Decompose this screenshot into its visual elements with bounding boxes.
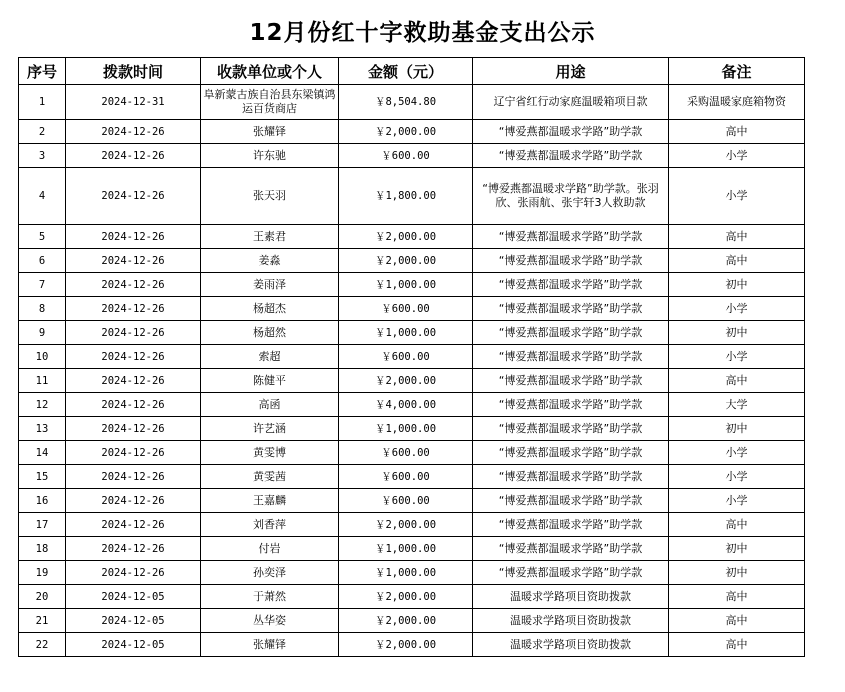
cell-amount: ￥600.00 (339, 441, 473, 465)
cell-serial-number: 8 (19, 297, 66, 321)
table-header-row (19, 58, 805, 85)
table-row (19, 441, 805, 465)
cell-amount: ￥8,504.80 (339, 85, 473, 120)
cell-payee: 黄雯博 (201, 441, 339, 465)
cell-serial-number: 7 (19, 273, 66, 297)
cell-purpose: “博爱燕都温暖求学路”助学款 (473, 297, 669, 321)
cell-note: 初中 (669, 561, 805, 585)
header-amount: 金额（元） (339, 58, 473, 85)
cell-amount: ￥4,000.00 (339, 393, 473, 417)
cell-purpose: 温暖求学路项目资助拨款 (473, 609, 669, 633)
cell-serial-number: 6 (19, 249, 66, 273)
table-row (19, 249, 805, 273)
cell-note: 小学 (669, 345, 805, 369)
cell-payment-date: 2024-12-26 (66, 441, 201, 465)
cell-purpose: “博爱燕都温暖求学路”助学款 (473, 465, 669, 489)
cell-amount: ￥2,000.00 (339, 369, 473, 393)
cell-amount: ￥600.00 (339, 297, 473, 321)
cell-amount: ￥1,000.00 (339, 537, 473, 561)
cell-purpose: 温暖求学路项目资助拨款 (473, 585, 669, 609)
cell-purpose: “博爱燕都温暖求学路”助学款 (473, 120, 669, 144)
cell-amount: ￥1,800.00 (339, 168, 473, 225)
cell-amount: ￥2,000.00 (339, 633, 473, 657)
cell-serial-number: 19 (19, 561, 66, 585)
cell-payee: 许艺涵 (201, 417, 339, 441)
cell-payment-date: 2024-12-26 (66, 168, 201, 225)
cell-amount: ￥1,000.00 (339, 417, 473, 441)
cell-payee: 黄雯茜 (201, 465, 339, 489)
cell-purpose: “博爱燕都温暖求学路”助学款 (473, 441, 669, 465)
cell-note: 高中 (669, 249, 805, 273)
cell-serial-number: 11 (19, 369, 66, 393)
table-row (19, 297, 805, 321)
cell-payment-date: 2024-12-05 (66, 585, 201, 609)
cell-payee: 姜淼 (201, 249, 339, 273)
cell-note: 高中 (669, 609, 805, 633)
cell-serial-number: 12 (19, 393, 66, 417)
cell-note: 小学 (669, 168, 805, 225)
table-body (19, 85, 805, 657)
cell-amount: ￥2,000.00 (339, 225, 473, 249)
cell-payee: 索超 (201, 345, 339, 369)
cell-purpose: “博爱燕都温暖求学路”助学款 (473, 144, 669, 168)
cell-payee: 孙奕泽 (201, 561, 339, 585)
cell-purpose: “博爱燕都温暖求学路”助学款 (473, 393, 669, 417)
cell-payment-date: 2024-12-26 (66, 345, 201, 369)
cell-note: 小学 (669, 489, 805, 513)
cell-purpose: “博爱燕都温暖求学路”助学款 (473, 561, 669, 585)
table-row (19, 585, 805, 609)
table-row (19, 609, 805, 633)
cell-purpose: “博爱燕都温暖求学路”助学款 (473, 369, 669, 393)
cell-serial-number: 1 (19, 85, 66, 120)
cell-amount: ￥1,000.00 (339, 321, 473, 345)
cell-purpose: 温暖求学路项目资助拨款 (473, 633, 669, 657)
cell-payee: 张天羽 (201, 168, 339, 225)
cell-payee: 王嘉麟 (201, 489, 339, 513)
cell-amount: ￥1,000.00 (339, 273, 473, 297)
cell-note: 高中 (669, 633, 805, 657)
cell-amount: ￥600.00 (339, 345, 473, 369)
header-note: 备注 (669, 58, 805, 85)
cell-note: 小学 (669, 297, 805, 321)
cell-purpose: “博爱燕都温暖求学路”助学款 (473, 489, 669, 513)
cell-payment-date: 2024-12-26 (66, 297, 201, 321)
cell-payment-date: 2024-12-26 (66, 465, 201, 489)
cell-payee: 刘香萍 (201, 513, 339, 537)
cell-note: 初中 (669, 417, 805, 441)
cell-note: 高中 (669, 585, 805, 609)
cell-payee: 许东驰 (201, 144, 339, 168)
cell-payee: 于萧然 (201, 585, 339, 609)
cell-amount: ￥600.00 (339, 144, 473, 168)
cell-payee: 姜雨泽 (201, 273, 339, 297)
cell-amount: ￥1,000.00 (339, 561, 473, 585)
cell-payment-date: 2024-12-26 (66, 561, 201, 585)
table-row (19, 85, 805, 120)
disbursement-table (18, 57, 805, 657)
table-row (19, 321, 805, 345)
cell-amount: ￥2,000.00 (339, 249, 473, 273)
cell-note: 高中 (669, 225, 805, 249)
cell-payment-date: 2024-12-05 (66, 609, 201, 633)
cell-serial-number: 10 (19, 345, 66, 369)
cell-payment-date: 2024-12-26 (66, 417, 201, 441)
cell-serial-number: 17 (19, 513, 66, 537)
table-row (19, 168, 805, 225)
cell-amount: ￥2,000.00 (339, 609, 473, 633)
cell-amount: ￥2,000.00 (339, 120, 473, 144)
cell-payee: 杨超杰 (201, 297, 339, 321)
cell-serial-number: 3 (19, 144, 66, 168)
table-row (19, 393, 805, 417)
cell-note: 小学 (669, 144, 805, 168)
page-title: 12月份红十字救助基金支出公示 (249, 20, 596, 46)
cell-purpose: “博爱燕都温暖求学路”助学款 (473, 321, 669, 345)
cell-payee: 丛华姿 (201, 609, 339, 633)
table-row (19, 369, 805, 393)
cell-payment-date: 2024-12-05 (66, 633, 201, 657)
cell-note: 小学 (669, 441, 805, 465)
cell-note: 初中 (669, 321, 805, 345)
cell-payee: 高函 (201, 393, 339, 417)
cell-purpose: “博爱燕都温暖求学路”助学款 (473, 513, 669, 537)
cell-serial-number: 16 (19, 489, 66, 513)
table-row (19, 120, 805, 144)
cell-payee: 陈健平 (201, 369, 339, 393)
cell-payment-date: 2024-12-26 (66, 489, 201, 513)
cell-serial-number: 15 (19, 465, 66, 489)
cell-amount: ￥600.00 (339, 489, 473, 513)
cell-purpose: “博爱燕都温暖求学路”助学款 (473, 225, 669, 249)
cell-serial-number: 13 (19, 417, 66, 441)
table-row (19, 465, 805, 489)
cell-payee: 阜新蒙古族自治县东梁镇鸿运百货商店 (201, 85, 339, 120)
cell-note: 初中 (669, 537, 805, 561)
cell-note: 高中 (669, 513, 805, 537)
cell-serial-number: 14 (19, 441, 66, 465)
cell-purpose: 辽宁省红行动家庭温暖箱项目款 (473, 85, 669, 120)
cell-purpose: “博爱燕都温暖求学路”助学款 (473, 537, 669, 561)
cell-amount: ￥2,000.00 (339, 513, 473, 537)
table-row (19, 345, 805, 369)
table-row (19, 489, 805, 513)
cell-serial-number: 21 (19, 609, 66, 633)
cell-serial-number: 4 (19, 168, 66, 225)
cell-payee: 张耀铎 (201, 120, 339, 144)
cell-payee: 王素君 (201, 225, 339, 249)
table-row (19, 417, 805, 441)
cell-amount: ￥600.00 (339, 465, 473, 489)
cell-amount: ￥2,000.00 (339, 585, 473, 609)
cell-payment-date: 2024-12-31 (66, 85, 201, 120)
cell-payment-date: 2024-12-26 (66, 513, 201, 537)
cell-note: 小学 (669, 465, 805, 489)
header-payment-date: 拨款时间 (66, 58, 201, 85)
cell-payment-date: 2024-12-26 (66, 393, 201, 417)
cell-serial-number: 22 (19, 633, 66, 657)
cell-payment-date: 2024-12-26 (66, 537, 201, 561)
cell-payment-date: 2024-12-26 (66, 273, 201, 297)
cell-note: 大学 (669, 393, 805, 417)
header-payee: 收款单位或个人 (201, 58, 339, 85)
cell-note: 高中 (669, 120, 805, 144)
cell-purpose: “博爱燕都温暖求学路”助学款 (473, 417, 669, 441)
cell-payment-date: 2024-12-26 (66, 321, 201, 345)
cell-payment-date: 2024-12-26 (66, 369, 201, 393)
table-row (19, 633, 805, 657)
cell-note: 采购温暖家庭箱物资 (669, 85, 805, 120)
cell-purpose: “博爱燕都温暖求学路”助学款 (473, 249, 669, 273)
cell-payment-date: 2024-12-26 (66, 225, 201, 249)
cell-payee: 杨超然 (201, 321, 339, 345)
table-row (19, 225, 805, 249)
cell-purpose: “博爱燕都温暖求学路”助学款。张羽欣、张雨航、张宇轩3人救助款 (473, 168, 669, 225)
table-row (19, 144, 805, 168)
cell-payment-date: 2024-12-26 (66, 249, 201, 273)
cell-purpose: “博爱燕都温暖求学路”助学款 (473, 345, 669, 369)
table-row (19, 561, 805, 585)
cell-payment-date: 2024-12-26 (66, 144, 201, 168)
cell-serial-number: 5 (19, 225, 66, 249)
cell-serial-number: 9 (19, 321, 66, 345)
cell-serial-number: 2 (19, 120, 66, 144)
cell-purpose: “博爱燕都温暖求学路”助学款 (473, 273, 669, 297)
cell-serial-number: 20 (19, 585, 66, 609)
table-row (19, 273, 805, 297)
table-row (19, 537, 805, 561)
header-serial-number: 序号 (19, 58, 66, 85)
cell-payee: 付岩 (201, 537, 339, 561)
header-purpose: 用途 (473, 58, 669, 85)
cell-payee: 张耀铎 (201, 633, 339, 657)
table-row (19, 513, 805, 537)
cell-note: 高中 (669, 369, 805, 393)
cell-note: 初中 (669, 273, 805, 297)
cell-serial-number: 18 (19, 537, 66, 561)
cell-payment-date: 2024-12-26 (66, 120, 201, 144)
